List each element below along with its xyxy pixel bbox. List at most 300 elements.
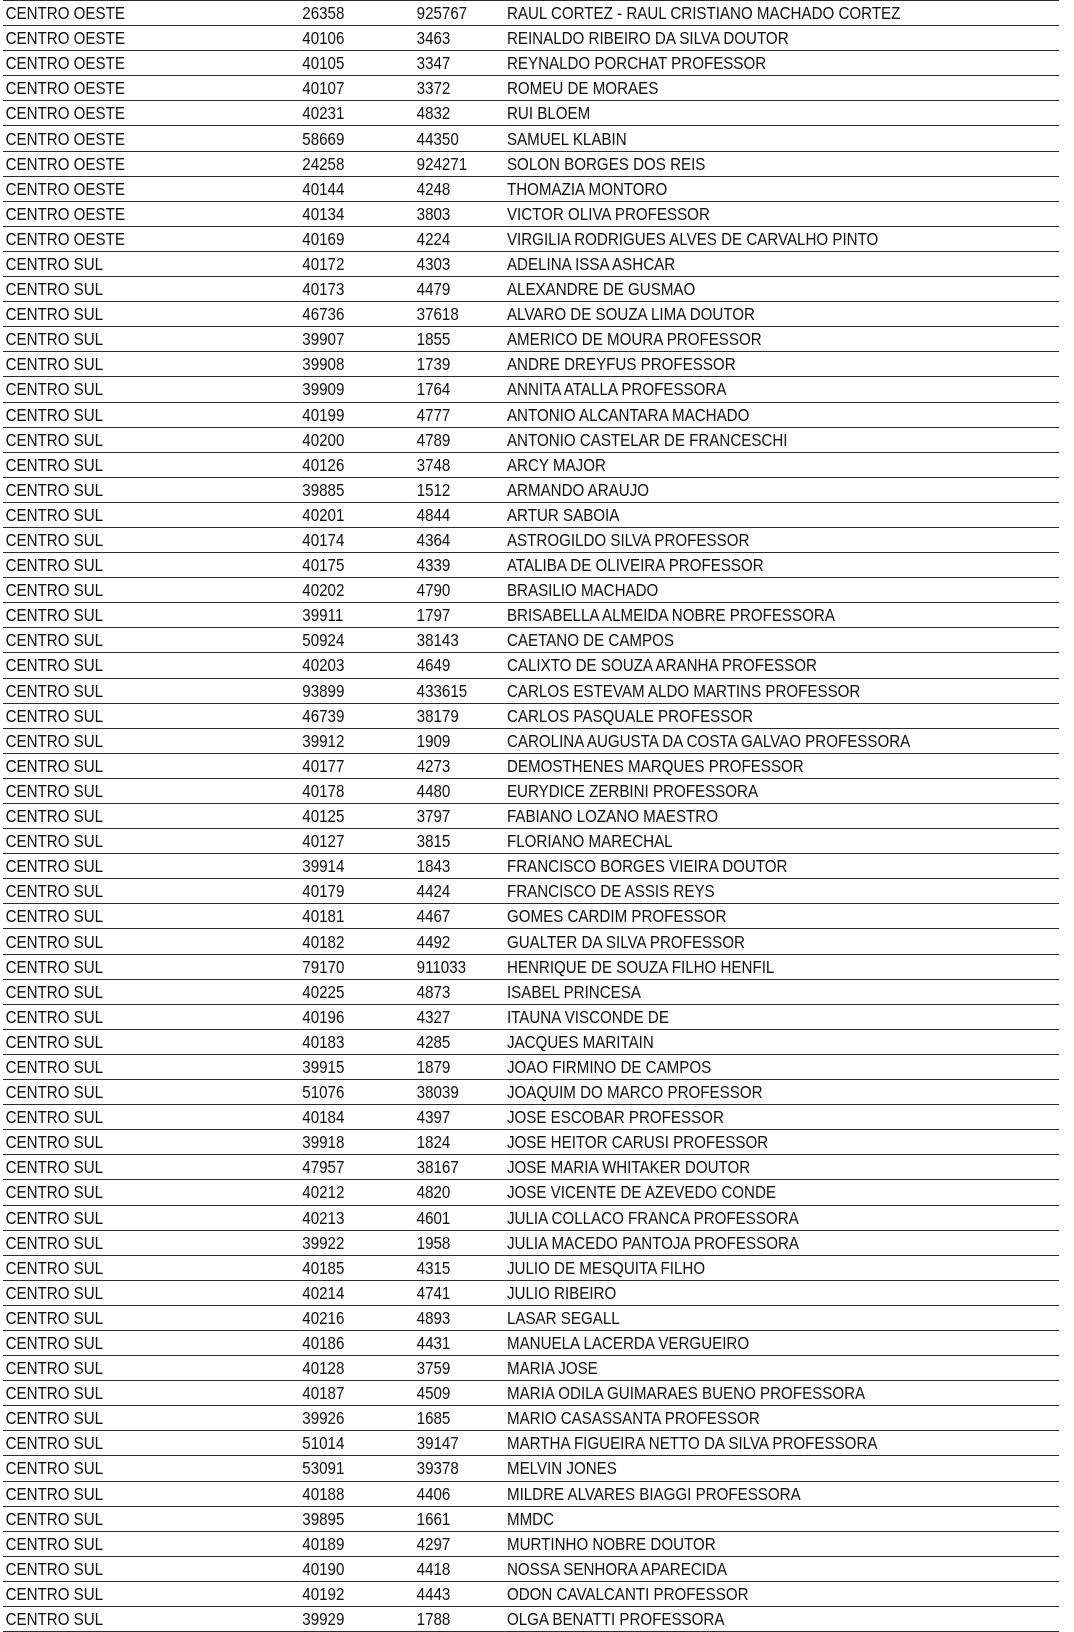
code-cell: 40212	[300, 1180, 414, 1205]
region-cell: CENTRO SUL	[3, 1607, 300, 1632]
code-cell: 40125	[300, 804, 414, 829]
code-cell: 39909	[300, 377, 414, 402]
table-row	[3, 678, 1059, 703]
code-cell: 39885	[300, 477, 414, 502]
code-cell: 40185	[300, 1255, 414, 1280]
school-name-cell: ARCY MAJOR	[504, 452, 1059, 477]
table-row	[3, 402, 1059, 427]
table-row	[3, 201, 1059, 226]
code-cell: 40179	[300, 879, 414, 904]
school-name-cell: RAUL CORTEZ - RAUL CRISTIANO MACHADO CORTEZ	[504, 1, 1059, 26]
id-cell: 4873	[414, 979, 504, 1004]
region-cell: CENTRO SUL	[3, 1531, 300, 1556]
table-row	[3, 728, 1059, 753]
table-row	[3, 1581, 1059, 1606]
school-name-cell: REINALDO RIBEIRO DA SILVA DOUTOR	[504, 26, 1059, 51]
school-table	[3, 0, 1059, 1632]
region-cell: CENTRO SUL	[3, 1431, 300, 1456]
table-row	[3, 1531, 1059, 1556]
code-cell: 51014	[300, 1431, 414, 1456]
id-cell: 38039	[414, 1080, 504, 1105]
code-cell: 40169	[300, 226, 414, 251]
table-row	[3, 1155, 1059, 1180]
school-name-cell: JULIA MACEDO PANTOJA PROFESSORA	[504, 1230, 1059, 1255]
school-name-cell: BRASILIO MACHADO	[504, 578, 1059, 603]
region-cell: CENTRO SUL	[3, 402, 300, 427]
code-cell: 93899	[300, 678, 414, 703]
table-row	[3, 101, 1059, 126]
id-cell: 4339	[414, 553, 504, 578]
region-cell: CENTRO OESTE	[3, 101, 300, 126]
region-cell: CENTRO SUL	[3, 1330, 300, 1355]
region-cell: CENTRO SUL	[3, 753, 300, 778]
table-row	[3, 1205, 1059, 1230]
id-cell: 3803	[414, 201, 504, 226]
school-name-cell: ADELINA ISSA ASHCAR	[504, 251, 1059, 276]
table-row	[3, 352, 1059, 377]
school-name-cell: JOSE MARIA WHITAKER DOUTOR	[504, 1155, 1059, 1180]
region-cell: CENTRO SUL	[3, 628, 300, 653]
school-name-cell: FRANCISCO DE ASSIS REYS	[504, 879, 1059, 904]
id-cell: 4248	[414, 176, 504, 201]
code-cell: 40203	[300, 653, 414, 678]
region-cell: CENTRO SUL	[3, 1381, 300, 1406]
table-row	[3, 703, 1059, 728]
school-name-cell: JOAO FIRMINO DE CAMPOS	[504, 1054, 1059, 1079]
region-cell: CENTRO SUL	[3, 854, 300, 879]
id-cell: 38167	[414, 1155, 504, 1180]
region-cell: CENTRO OESTE	[3, 76, 300, 101]
table-row	[3, 277, 1059, 302]
code-cell: 40186	[300, 1330, 414, 1355]
id-cell: 1824	[414, 1130, 504, 1155]
table-row	[3, 1180, 1059, 1205]
region-cell: CENTRO SUL	[3, 954, 300, 979]
region-cell: CENTRO SUL	[3, 502, 300, 527]
code-cell: 40128	[300, 1356, 414, 1381]
table-row	[3, 653, 1059, 678]
school-name-cell: ARMANDO ARAUJO	[504, 477, 1059, 502]
region-cell: CENTRO SUL	[3, 327, 300, 352]
table-row	[3, 76, 1059, 101]
code-cell: 50924	[300, 628, 414, 653]
code-cell: 39895	[300, 1506, 414, 1531]
code-cell: 40201	[300, 502, 414, 527]
region-cell: CENTRO SUL	[3, 1054, 300, 1079]
region-cell: CENTRO SUL	[3, 653, 300, 678]
id-cell: 4443	[414, 1581, 504, 1606]
id-cell: 4741	[414, 1280, 504, 1305]
region-cell: CENTRO SUL	[3, 477, 300, 502]
code-cell: 40177	[300, 753, 414, 778]
school-name-cell: LASAR SEGALL	[504, 1305, 1059, 1330]
id-cell: 1661	[414, 1506, 504, 1531]
region-cell: CENTRO SUL	[3, 1305, 300, 1330]
region-cell: CENTRO SUL	[3, 1080, 300, 1105]
school-name-cell: FABIANO LOZANO MAESTRO	[504, 804, 1059, 829]
code-cell: 47957	[300, 1155, 414, 1180]
table-row	[3, 1556, 1059, 1581]
table-row	[3, 603, 1059, 628]
table-row	[3, 1406, 1059, 1431]
school-name-cell: ARTUR SABOIA	[504, 502, 1059, 527]
table-body	[3, 1, 1059, 1632]
code-cell: 39922	[300, 1230, 414, 1255]
table-row	[3, 778, 1059, 803]
table-row	[3, 1280, 1059, 1305]
region-cell: CENTRO SUL	[3, 427, 300, 452]
table-row	[3, 578, 1059, 603]
code-cell: 40188	[300, 1481, 414, 1506]
school-name-cell: ALEXANDRE DE GUSMAO	[504, 277, 1059, 302]
region-cell: CENTRO SUL	[3, 1356, 300, 1381]
code-cell: 39911	[300, 603, 414, 628]
region-cell: CENTRO OESTE	[3, 151, 300, 176]
id-cell: 925767	[414, 1, 504, 26]
table-row	[3, 1506, 1059, 1531]
region-cell: CENTRO SUL	[3, 1255, 300, 1280]
id-cell: 3797	[414, 804, 504, 829]
school-name-cell: ANTONIO ALCANTARA MACHADO	[504, 402, 1059, 427]
region-cell: CENTRO SUL	[3, 678, 300, 703]
code-cell: 40189	[300, 1531, 414, 1556]
region-cell: CENTRO SUL	[3, 251, 300, 276]
region-cell: CENTRO SUL	[3, 302, 300, 327]
id-cell: 1909	[414, 728, 504, 753]
school-name-cell: DEMOSTHENES MARQUES PROFESSOR	[504, 753, 1059, 778]
id-cell: 4789	[414, 427, 504, 452]
id-cell: 4431	[414, 1330, 504, 1355]
school-name-cell: MURTINHO NOBRE DOUTOR	[504, 1531, 1059, 1556]
school-name-cell: ISABEL PRINCESA	[504, 979, 1059, 1004]
school-name-cell: JULIO DE MESQUITA FILHO	[504, 1255, 1059, 1280]
school-name-cell: MARIO CASASSANTA PROFESSOR	[504, 1406, 1059, 1431]
school-name-cell: JULIO RIBEIRO	[504, 1280, 1059, 1305]
region-cell: CENTRO SUL	[3, 979, 300, 1004]
id-cell: 1512	[414, 477, 504, 502]
id-cell: 4273	[414, 753, 504, 778]
region-cell: CENTRO SUL	[3, 904, 300, 929]
school-name-cell: VIRGILIA RODRIGUES ALVES DE CARVALHO PINTO	[504, 226, 1059, 251]
school-name-cell: MARTHA FIGUEIRA NETTO DA SILVA PROFESSORA	[504, 1431, 1059, 1456]
region-cell: CENTRO SUL	[3, 277, 300, 302]
table-row	[3, 1230, 1059, 1255]
region-cell: CENTRO SUL	[3, 1481, 300, 1506]
table-row	[3, 377, 1059, 402]
school-name-cell: ANDRE DREYFUS PROFESSOR	[504, 352, 1059, 377]
code-cell: 40184	[300, 1105, 414, 1130]
table-row	[3, 126, 1059, 151]
id-cell: 3372	[414, 76, 504, 101]
region-cell: CENTRO SUL	[3, 1130, 300, 1155]
school-name-cell: JOAQUIM DO MARCO PROFESSOR	[504, 1080, 1059, 1105]
id-cell: 3347	[414, 51, 504, 76]
id-cell: 4480	[414, 778, 504, 803]
region-cell: CENTRO SUL	[3, 778, 300, 803]
id-cell: 1958	[414, 1230, 504, 1255]
school-name-cell: CAROLINA AUGUSTA DA COSTA GALVAO PROFESSORA	[504, 728, 1059, 753]
region-cell: CENTRO SUL	[3, 1581, 300, 1606]
id-cell: 4649	[414, 653, 504, 678]
table-row	[3, 51, 1059, 76]
id-cell: 38179	[414, 703, 504, 728]
id-cell: 433615	[414, 678, 504, 703]
id-cell: 1685	[414, 1406, 504, 1431]
code-cell: 51076	[300, 1080, 414, 1105]
school-name-cell: NOSSA SENHORA APARECIDA	[504, 1556, 1059, 1581]
code-cell: 40105	[300, 51, 414, 76]
code-cell: 40181	[300, 904, 414, 929]
table-row	[3, 327, 1059, 352]
school-name-cell: SAMUEL KLABIN	[504, 126, 1059, 151]
code-cell: 46739	[300, 703, 414, 728]
code-cell: 39918	[300, 1130, 414, 1155]
table-row	[3, 302, 1059, 327]
table-row	[3, 1481, 1059, 1506]
table-row	[3, 502, 1059, 527]
id-cell: 4844	[414, 502, 504, 527]
id-cell: 4492	[414, 929, 504, 954]
region-cell: CENTRO SUL	[3, 1029, 300, 1054]
id-cell: 1764	[414, 377, 504, 402]
table-row	[3, 954, 1059, 979]
code-cell: 40214	[300, 1280, 414, 1305]
code-cell: 40175	[300, 553, 414, 578]
school-name-cell: REYNALDO PORCHAT PROFESSOR	[504, 51, 1059, 76]
school-name-cell: ANTONIO CASTELAR DE FRANCESCHI	[504, 427, 1059, 452]
code-cell: 40199	[300, 402, 414, 427]
code-cell: 40182	[300, 929, 414, 954]
table-row	[3, 1105, 1059, 1130]
table-row	[3, 477, 1059, 502]
region-cell: CENTRO SUL	[3, 1180, 300, 1205]
school-name-cell: ROMEU DE MORAES	[504, 76, 1059, 101]
code-cell: 39926	[300, 1406, 414, 1431]
school-name-cell: SOLON BORGES DOS REIS	[504, 151, 1059, 176]
region-cell: CENTRO SUL	[3, 728, 300, 753]
id-cell: 4315	[414, 1255, 504, 1280]
code-cell: 40190	[300, 1556, 414, 1581]
id-cell: 39147	[414, 1431, 504, 1456]
school-name-cell: JOSE HEITOR CARUSI PROFESSOR	[504, 1130, 1059, 1155]
table-row	[3, 226, 1059, 251]
code-cell: 40127	[300, 829, 414, 854]
id-cell: 1797	[414, 603, 504, 628]
code-cell: 79170	[300, 954, 414, 979]
id-cell: 37618	[414, 302, 504, 327]
code-cell: 40126	[300, 452, 414, 477]
region-cell: CENTRO SUL	[3, 553, 300, 578]
table-row	[3, 829, 1059, 854]
id-cell: 4224	[414, 226, 504, 251]
region-cell: CENTRO SUL	[3, 929, 300, 954]
region-cell: CENTRO SUL	[3, 703, 300, 728]
id-cell: 4467	[414, 904, 504, 929]
table-row	[3, 804, 1059, 829]
id-cell: 4297	[414, 1531, 504, 1556]
table-row	[3, 879, 1059, 904]
code-cell: 40231	[300, 101, 414, 126]
id-cell: 1788	[414, 1607, 504, 1632]
region-cell: CENTRO SUL	[3, 879, 300, 904]
id-cell: 3815	[414, 829, 504, 854]
code-cell: 40173	[300, 277, 414, 302]
code-cell: 39907	[300, 327, 414, 352]
school-name-cell: MANUELA LACERDA VERGUEIRO	[504, 1330, 1059, 1355]
table-row	[3, 1004, 1059, 1029]
id-cell: 3759	[414, 1356, 504, 1381]
id-cell: 1855	[414, 327, 504, 352]
table-row	[3, 527, 1059, 552]
id-cell: 911033	[414, 954, 504, 979]
school-name-cell: MARIA JOSE	[504, 1356, 1059, 1381]
table-row	[3, 1130, 1059, 1155]
region-cell: CENTRO SUL	[3, 603, 300, 628]
id-cell: 4406	[414, 1481, 504, 1506]
code-cell: 40107	[300, 76, 414, 101]
school-name-cell: CALIXTO DE SOUZA ARANHA PROFESSOR	[504, 653, 1059, 678]
school-name-cell: MELVIN JONES	[504, 1456, 1059, 1481]
school-name-cell: CAETANO DE CAMPOS	[504, 628, 1059, 653]
id-cell: 39378	[414, 1456, 504, 1481]
school-name-cell: EURYDICE ZERBINI PROFESSORA	[504, 778, 1059, 803]
school-name-cell: JOSE VICENTE DE AZEVEDO CONDE	[504, 1180, 1059, 1205]
code-cell: 24258	[300, 151, 414, 176]
id-cell: 38143	[414, 628, 504, 653]
table-row	[3, 1029, 1059, 1054]
school-name-cell: ASTROGILDO SILVA PROFESSOR	[504, 527, 1059, 552]
table-row	[3, 1456, 1059, 1481]
id-cell: 4601	[414, 1205, 504, 1230]
id-cell: 4790	[414, 578, 504, 603]
region-cell: CENTRO SUL	[3, 527, 300, 552]
school-name-cell: OLGA BENATTI PROFESSORA	[504, 1607, 1059, 1632]
id-cell: 924271	[414, 151, 504, 176]
region-cell: CENTRO SUL	[3, 1205, 300, 1230]
code-cell: 40172	[300, 251, 414, 276]
code-cell: 40213	[300, 1205, 414, 1230]
table-row	[3, 1431, 1059, 1456]
school-name-cell: THOMAZIA MONTORO	[504, 176, 1059, 201]
school-name-cell: ATALIBA DE OLIVEIRA PROFESSOR	[504, 553, 1059, 578]
table-row	[3, 1607, 1059, 1632]
code-cell: 40174	[300, 527, 414, 552]
table-row	[3, 753, 1059, 778]
school-name-cell: GUALTER DA SILVA PROFESSOR	[504, 929, 1059, 954]
region-cell: CENTRO SUL	[3, 1004, 300, 1029]
school-name-cell: GOMES CARDIM PROFESSOR	[504, 904, 1059, 929]
school-name-cell: CARLOS ESTEVAM ALDO MARTINS PROFESSOR	[504, 678, 1059, 703]
school-name-cell: FLORIANO MARECHAL	[504, 829, 1059, 854]
code-cell: 39929	[300, 1607, 414, 1632]
code-cell: 40216	[300, 1305, 414, 1330]
id-cell: 4509	[414, 1381, 504, 1406]
table-row	[3, 1, 1059, 26]
region-cell: CENTRO SUL	[3, 1556, 300, 1581]
table-row	[3, 628, 1059, 653]
table-row	[3, 1255, 1059, 1280]
school-name-cell: CARLOS PASQUALE PROFESSOR	[504, 703, 1059, 728]
code-cell: 40196	[300, 1004, 414, 1029]
table-row	[3, 929, 1059, 954]
code-cell: 40192	[300, 1581, 414, 1606]
school-name-cell: ITAUNA VISCONDE DE	[504, 1004, 1059, 1029]
school-name-cell: JOSE ESCOBAR PROFESSOR	[504, 1105, 1059, 1130]
id-cell: 3463	[414, 26, 504, 51]
table-row	[3, 854, 1059, 879]
region-cell: CENTRO SUL	[3, 1406, 300, 1431]
table-row	[3, 553, 1059, 578]
code-cell: 40187	[300, 1381, 414, 1406]
code-cell: 53091	[300, 1456, 414, 1481]
region-cell: CENTRO SUL	[3, 1506, 300, 1531]
school-name-cell: JULIA COLLACO FRANCA PROFESSORA	[504, 1205, 1059, 1230]
school-name-cell: ALVARO DE SOUZA LIMA DOUTOR	[504, 302, 1059, 327]
code-cell: 39908	[300, 352, 414, 377]
id-cell: 4285	[414, 1029, 504, 1054]
region-cell: CENTRO SUL	[3, 829, 300, 854]
table-row	[3, 1330, 1059, 1355]
code-cell: 40106	[300, 26, 414, 51]
table-row	[3, 452, 1059, 477]
region-cell: CENTRO OESTE	[3, 201, 300, 226]
school-name-cell: RUI BLOEM	[504, 101, 1059, 126]
table-row	[3, 176, 1059, 201]
code-cell: 40225	[300, 979, 414, 1004]
id-cell: 4832	[414, 101, 504, 126]
id-cell: 4303	[414, 251, 504, 276]
code-cell: 46736	[300, 302, 414, 327]
school-name-cell: BRISABELLA ALMEIDA NOBRE PROFESSORA	[504, 603, 1059, 628]
region-cell: CENTRO SUL	[3, 1280, 300, 1305]
id-cell: 4893	[414, 1305, 504, 1330]
school-name-cell: HENRIQUE DE SOUZA FILHO HENFIL	[504, 954, 1059, 979]
code-cell: 40178	[300, 778, 414, 803]
school-name-cell: AMERICO DE MOURA PROFESSOR	[504, 327, 1059, 352]
id-cell: 4364	[414, 527, 504, 552]
school-name-cell: VICTOR OLIVA PROFESSOR	[504, 201, 1059, 226]
region-cell: CENTRO SUL	[3, 377, 300, 402]
code-cell: 58669	[300, 126, 414, 151]
table-row	[3, 979, 1059, 1004]
code-cell: 39915	[300, 1054, 414, 1079]
region-cell: CENTRO SUL	[3, 804, 300, 829]
school-name-cell: JACQUES MARITAIN	[504, 1029, 1059, 1054]
id-cell: 4479	[414, 277, 504, 302]
table-row	[3, 1356, 1059, 1381]
code-cell: 39914	[300, 854, 414, 879]
table-row	[3, 427, 1059, 452]
code-cell: 26358	[300, 1, 414, 26]
table-row	[3, 151, 1059, 176]
region-cell: CENTRO SUL	[3, 1155, 300, 1180]
table-row	[3, 251, 1059, 276]
region-cell: CENTRO OESTE	[3, 226, 300, 251]
code-cell: 40183	[300, 1029, 414, 1054]
id-cell: 4424	[414, 879, 504, 904]
id-cell: 1739	[414, 352, 504, 377]
table-row	[3, 26, 1059, 51]
id-cell: 4397	[414, 1105, 504, 1130]
code-cell: 40200	[300, 427, 414, 452]
id-cell: 1843	[414, 854, 504, 879]
region-cell: CENTRO OESTE	[3, 126, 300, 151]
school-name-cell: FRANCISCO BORGES VIEIRA DOUTOR	[504, 854, 1059, 879]
region-cell: CENTRO SUL	[3, 1456, 300, 1481]
table-row	[3, 1381, 1059, 1406]
code-cell: 40134	[300, 201, 414, 226]
code-cell: 40202	[300, 578, 414, 603]
